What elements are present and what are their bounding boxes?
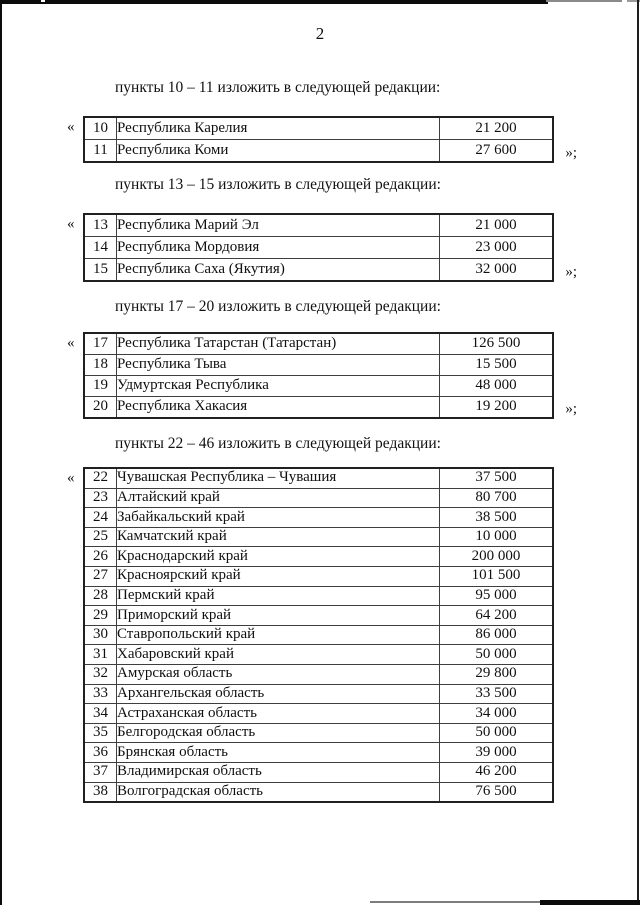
cell-value: 23 000 xyxy=(440,237,554,259)
cell-region-name: Архангельская область xyxy=(117,684,440,704)
scan-edge-top-notch xyxy=(41,0,45,2)
cell-value: 29 800 xyxy=(440,664,554,684)
page-number: 2 xyxy=(315,24,325,43)
cell-region-name: Республика Татарстан (Татарстан) xyxy=(117,333,440,355)
cell-value: 39 000 xyxy=(440,743,554,763)
table-row xyxy=(84,397,553,419)
cell-value: 76 500 xyxy=(440,782,554,802)
cell-value: 27 600 xyxy=(440,140,554,163)
table-row xyxy=(84,488,553,508)
section-heading: пункты 10 – 11 изложить в следующей редакции: xyxy=(115,79,441,96)
cell-value: 38 500 xyxy=(440,508,554,528)
table-wrapper xyxy=(67,332,577,419)
cell-region-name: Амурская область xyxy=(117,664,440,684)
cell-number: 22 xyxy=(84,468,117,488)
section-punkty-10-11 xyxy=(0,80,640,163)
table-wrapper xyxy=(67,213,577,282)
table-row xyxy=(84,117,553,140)
cell-value: 50 000 xyxy=(440,645,554,665)
cell-region-name: Хабаровский край xyxy=(117,645,440,665)
cell-value: 86 000 xyxy=(440,625,554,645)
cell-region-name: Камчатский край xyxy=(117,527,440,547)
cell-number: 15 xyxy=(84,259,117,282)
table-row xyxy=(84,684,553,704)
cell-number: 25 xyxy=(84,527,117,547)
cell-value: 19 200 xyxy=(440,397,554,419)
table-row xyxy=(84,645,553,665)
section-punkty-17-20 xyxy=(0,299,640,419)
cell-number: 32 xyxy=(84,664,117,684)
cell-number: 33 xyxy=(84,684,117,704)
regions-table xyxy=(83,332,554,419)
cell-value: 95 000 xyxy=(440,586,554,606)
cell-region-name: Ставропольский край xyxy=(117,625,440,645)
cell-region-name: Республика Марий Эл xyxy=(117,214,440,237)
cell-region-name: Республика Тыва xyxy=(117,355,440,376)
section-heading: пункты 17 – 20 изложить в следующей редакции: xyxy=(115,298,441,315)
cell-number: 28 xyxy=(84,586,117,606)
open-quote-mark: « xyxy=(67,216,75,232)
table-row xyxy=(84,547,553,567)
table-row xyxy=(84,704,553,724)
table-wrapper xyxy=(67,116,577,163)
cell-number: 36 xyxy=(84,743,117,763)
cell-region-name: Республика Карелия xyxy=(117,117,440,140)
table-row xyxy=(84,508,553,528)
cell-region-name: Забайкальский край xyxy=(117,508,440,528)
cell-number: 24 xyxy=(84,508,117,528)
close-quote-mark: »; xyxy=(565,264,577,280)
open-quote-mark: « xyxy=(67,335,75,351)
cell-number: 17 xyxy=(84,333,117,355)
table-row xyxy=(84,376,553,397)
table-row xyxy=(84,214,553,237)
cell-region-name: Республика Коми xyxy=(117,140,440,163)
cell-region-name: Чувашская Республика – Чувашия xyxy=(117,468,440,488)
regions-table xyxy=(83,213,554,282)
table-row xyxy=(84,527,553,547)
cell-value: 34 000 xyxy=(440,704,554,724)
cell-number: 18 xyxy=(84,355,117,376)
cell-number: 31 xyxy=(84,645,117,665)
section-heading: пункты 22 – 46 изложить в следующей редакции: xyxy=(115,435,441,452)
cell-value: 10 000 xyxy=(440,527,554,547)
scan-edge-bottom-black xyxy=(540,900,640,905)
regions-table xyxy=(83,467,554,803)
cell-region-name: Краснодарский край xyxy=(117,547,440,567)
cell-region-name: Брянская область xyxy=(117,743,440,763)
cell-value: 64 200 xyxy=(440,606,554,626)
table-row xyxy=(84,782,553,802)
cell-number: 23 xyxy=(84,488,117,508)
cell-value: 33 500 xyxy=(440,684,554,704)
cell-value: 46 200 xyxy=(440,762,554,782)
open-quote-mark: « xyxy=(67,119,75,135)
cell-number: 29 xyxy=(84,606,117,626)
scan-edge-top-gray xyxy=(546,0,622,2)
section-heading: пункты 13 – 15 изложить в следующей редакции: xyxy=(115,176,441,193)
table-row xyxy=(84,625,553,645)
cell-region-name: Приморский край xyxy=(117,606,440,626)
cell-value: 37 500 xyxy=(440,468,554,488)
table-row xyxy=(84,333,553,355)
cell-number: 35 xyxy=(84,723,117,743)
cell-region-name: Волгоградская область xyxy=(117,782,440,802)
table-row xyxy=(84,723,553,743)
cell-region-name: Республика Саха (Якутия) xyxy=(117,259,440,282)
cell-region-name: Республика Мордовия xyxy=(117,237,440,259)
cell-number: 37 xyxy=(84,762,117,782)
cell-region-name: Владимирская область xyxy=(117,762,440,782)
cell-value: 48 000 xyxy=(440,376,554,397)
table-row xyxy=(84,259,553,282)
section-punkty-13-15 xyxy=(0,177,640,282)
section-punkty-22-46 xyxy=(0,436,640,803)
table-row xyxy=(84,606,553,626)
table-row xyxy=(84,743,553,763)
cell-number: 19 xyxy=(84,376,117,397)
table-row xyxy=(84,762,553,782)
cell-number: 20 xyxy=(84,397,117,419)
cell-value: 21 200 xyxy=(440,117,554,140)
cell-value: 200 000 xyxy=(440,547,554,567)
cell-number: 27 xyxy=(84,566,117,586)
table-row xyxy=(84,586,553,606)
cell-region-name: Белгородская область xyxy=(117,723,440,743)
cell-region-name: Красноярский край xyxy=(117,566,440,586)
table-wrapper xyxy=(67,467,552,803)
cell-value: 32 000 xyxy=(440,259,554,282)
cell-number: 34 xyxy=(84,704,117,724)
scan-edge-top xyxy=(0,0,548,4)
table-row xyxy=(84,566,553,586)
table-row xyxy=(84,140,553,163)
table-row xyxy=(84,237,553,259)
open-quote-mark: « xyxy=(67,470,75,486)
cell-region-name: Астраханская область xyxy=(117,704,440,724)
cell-value: 80 700 xyxy=(440,488,554,508)
cell-region-name: Республика Хакасия xyxy=(117,397,440,419)
cell-value: 101 500 xyxy=(440,566,554,586)
cell-number: 14 xyxy=(84,237,117,259)
table-row xyxy=(84,355,553,376)
close-quote-mark: »; xyxy=(565,401,577,417)
table-row xyxy=(84,468,553,488)
cell-number: 11 xyxy=(84,140,117,163)
cell-value: 21 000 xyxy=(440,214,554,237)
cell-number: 10 xyxy=(84,117,117,140)
cell-value: 15 500 xyxy=(440,355,554,376)
cell-region-name: Алтайский край xyxy=(117,488,440,508)
cell-value: 50 000 xyxy=(440,723,554,743)
cell-region-name: Удмуртская Республика xyxy=(117,376,440,397)
cell-region-name: Пермский край xyxy=(117,586,440,606)
cell-number: 13 xyxy=(84,214,117,237)
cell-number: 30 xyxy=(84,625,117,645)
close-quote-mark: »; xyxy=(565,145,577,161)
cell-value: 126 500 xyxy=(440,333,554,355)
regions-table xyxy=(83,116,554,163)
table-row xyxy=(84,664,553,684)
cell-number: 38 xyxy=(84,782,117,802)
cell-number: 26 xyxy=(84,547,117,567)
